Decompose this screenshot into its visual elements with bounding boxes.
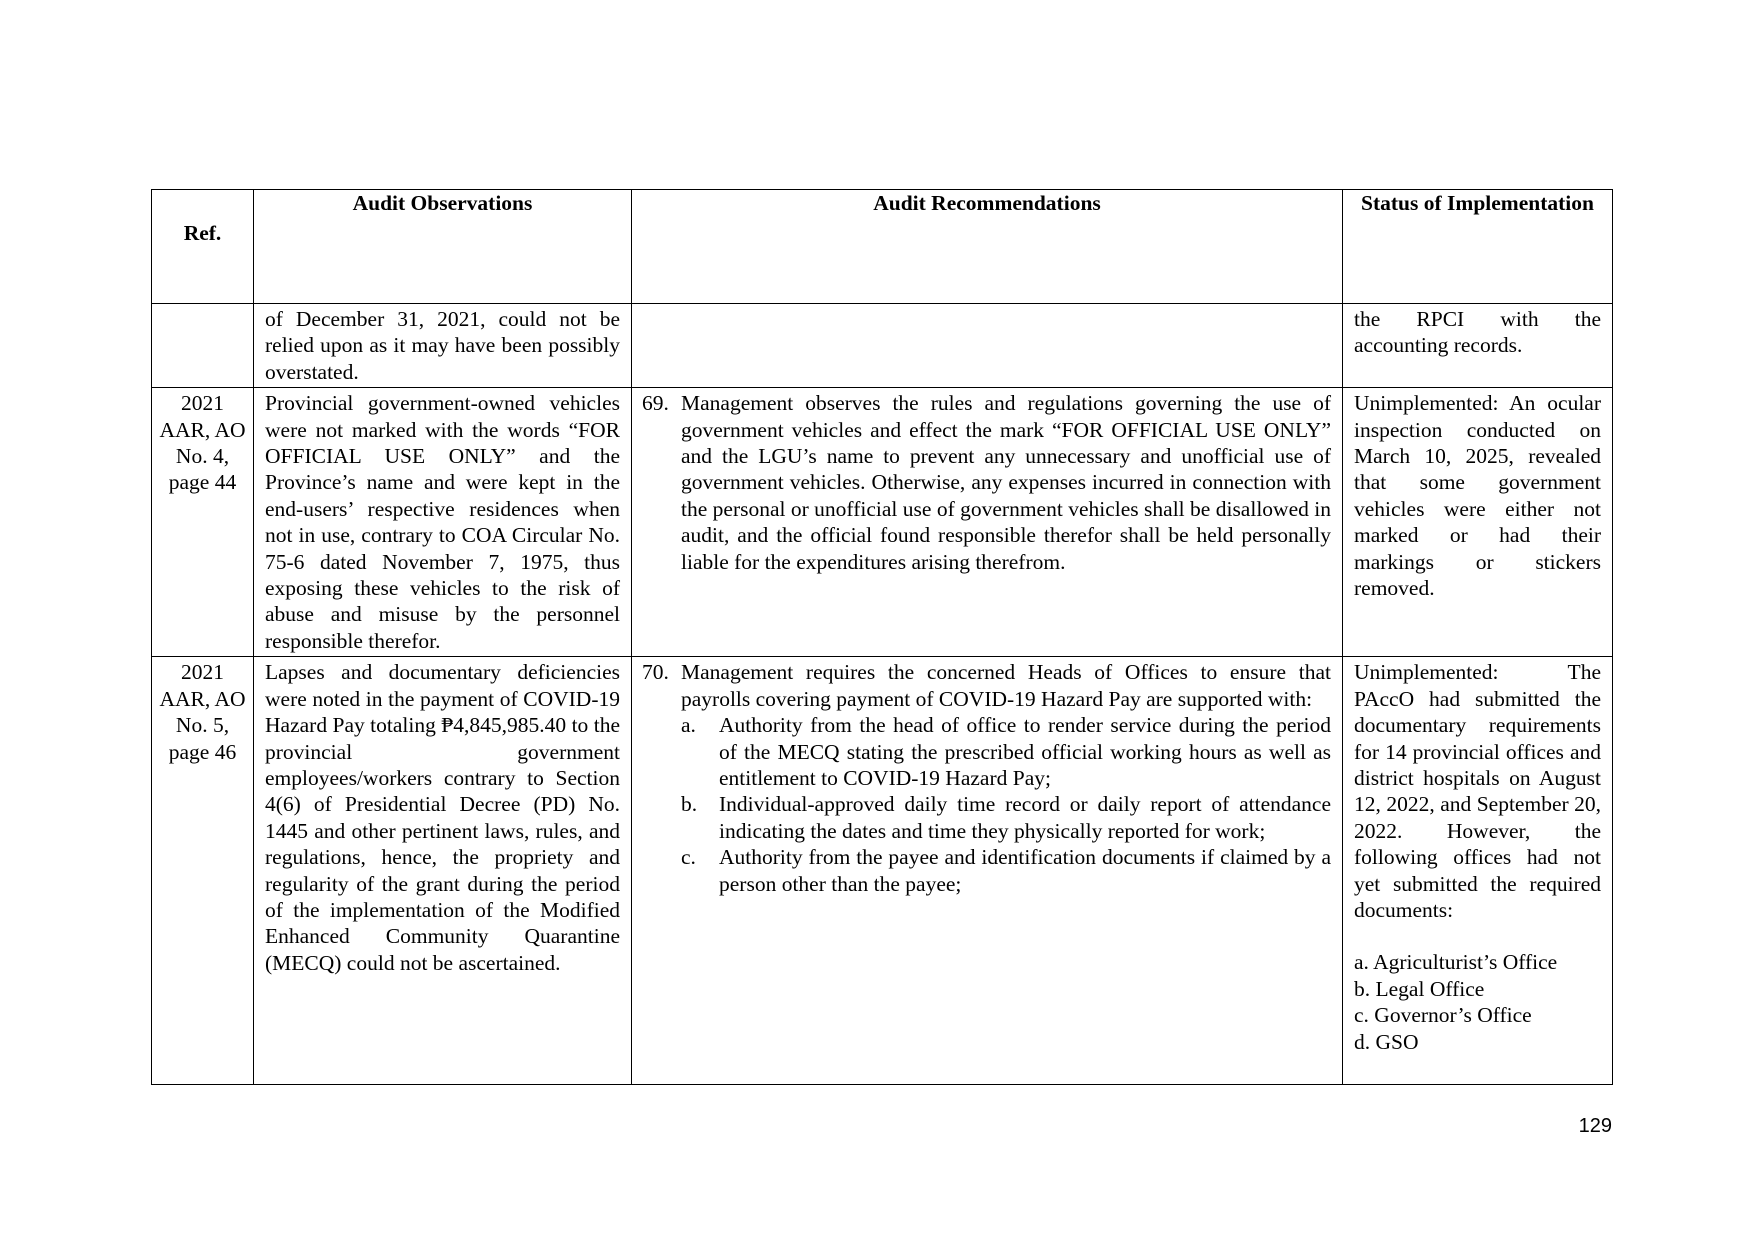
status-cell: Unimplemented: An ocular inspection conducted on March 10, 2025, revealed that some government vehicles were either not marked or had their markings or stickers removed. [1343,388,1613,657]
header-status-of-implementation: Status of Implementation [1343,190,1613,304]
list-item-text: Individual-approved daily time record or daily report of attendance indicating the dates and time they physically reported for work; [719,792,1331,843]
recommendation-cell [632,304,1343,388]
table-row [152,304,1613,388]
status-office-list [1354,949,1601,1055]
list-item-text: Authority from the head of office to render service during the period of the MECQ stating the prescribed official working hours as well as entitlement to COVID-19 Hazard Pay; [719,713,1331,790]
list-item: a. Agriculturist’s Office [1354,950,1558,975]
list-item [642,712,1331,791]
page-number: 129 [1578,1115,1612,1137]
recommendation-paragraph [642,659,1331,712]
recommendation-number: 69. [642,391,669,416]
table-header-row [152,190,1613,304]
recommendation-cell [632,657,1343,1085]
observation-cell: Lapses and documentary deficiencies were noted in the payment of COVID-19 Hazard Pay totaling ₱4,845,985.40 to the provincial government employees/workers contrary to Section 4(6) of Presidential Decree (PD) No. 1445 and other pertinent laws, rules, and regulations, hence, the propriety and regularity of the grant during the period of the implementation of the Modified Enhanced Community Quarantine (MECQ) could not be ascertained. [254,657,632,1085]
list-item [642,791,1331,844]
header-audit-observations: Audit Observations [254,190,632,304]
list-item-text: Authority from the payee and identification documents if claimed by a person other than the payee; [719,845,1331,896]
list-item: c. Governor’s Office [1354,1003,1532,1028]
recommendation-paragraph [642,390,1331,575]
table-row [152,388,1613,657]
recommendation-text: Management observes the rules and regulations governing the use of government vehicles and effect the mark “FOR OFFICIAL USE ONLY” and the LGU’s name to prevent any unnecessary and unofficial use of government vehicles. Otherwise, any expenses incurred in connection with the personal or unofficial use of government vehicles shall be disallowed in audit, and the official found responsible therefor shall be held personally liable for the expenditures arising therefrom. [681,391,1331,574]
list-item-label: c. [681,845,696,870]
header-ref: Ref. [152,190,254,304]
ref-cell [152,304,254,388]
observation-cell: Provincial government-owned vehicles were not marked with the words “FOR OFFICIAL USE ONLY” and the Province’s name and were kept in the end-users’ respective residences when not in use, contrary to COA Circular No. 75-6 dated November 7, 1975, thus exposing these vehicles to the risk of abuse and misuse by the personnel responsible therefor. [254,388,632,657]
table-row [152,657,1613,1085]
recommendation-text: Management requires the concerned Heads of Offices to ensure that payrolls covering payment of COVID-19 Hazard Pay are supported with: [681,660,1331,711]
recommendation-number: 70. [642,660,669,685]
recommendation-subitems [642,712,1331,897]
recommendation-cell [632,388,1343,657]
list-item-label: b. [681,792,698,817]
observation-cell: of December 31, 2021, could not be relied upon as it may have been possibly overstated. [254,304,632,388]
header-audit-recommendations: Audit Recommendations [632,190,1343,304]
list-item-label: a. [681,713,696,738]
list-item [642,844,1331,897]
list-item: b. Legal Office [1354,976,1485,1001]
list-item: d. GSO [1354,1029,1419,1054]
ref-cell: 2021 AAR, AO No. 4, page 44 [152,388,254,657]
status-cell [1343,657,1613,1085]
status-cell: the RPCI with the accounting records. [1343,304,1613,388]
audit-table [151,189,1613,1085]
ref-cell: 2021 AAR, AO No. 5, page 46 [152,657,254,1085]
status-text: Unimplemented: The PAccO had submitted the documentary requirements for 14 provincial offices and district hospitals on August 12, 2022, and September 20, 2022. However, the following offices had not yet submitted the required documents: [1354,660,1601,922]
